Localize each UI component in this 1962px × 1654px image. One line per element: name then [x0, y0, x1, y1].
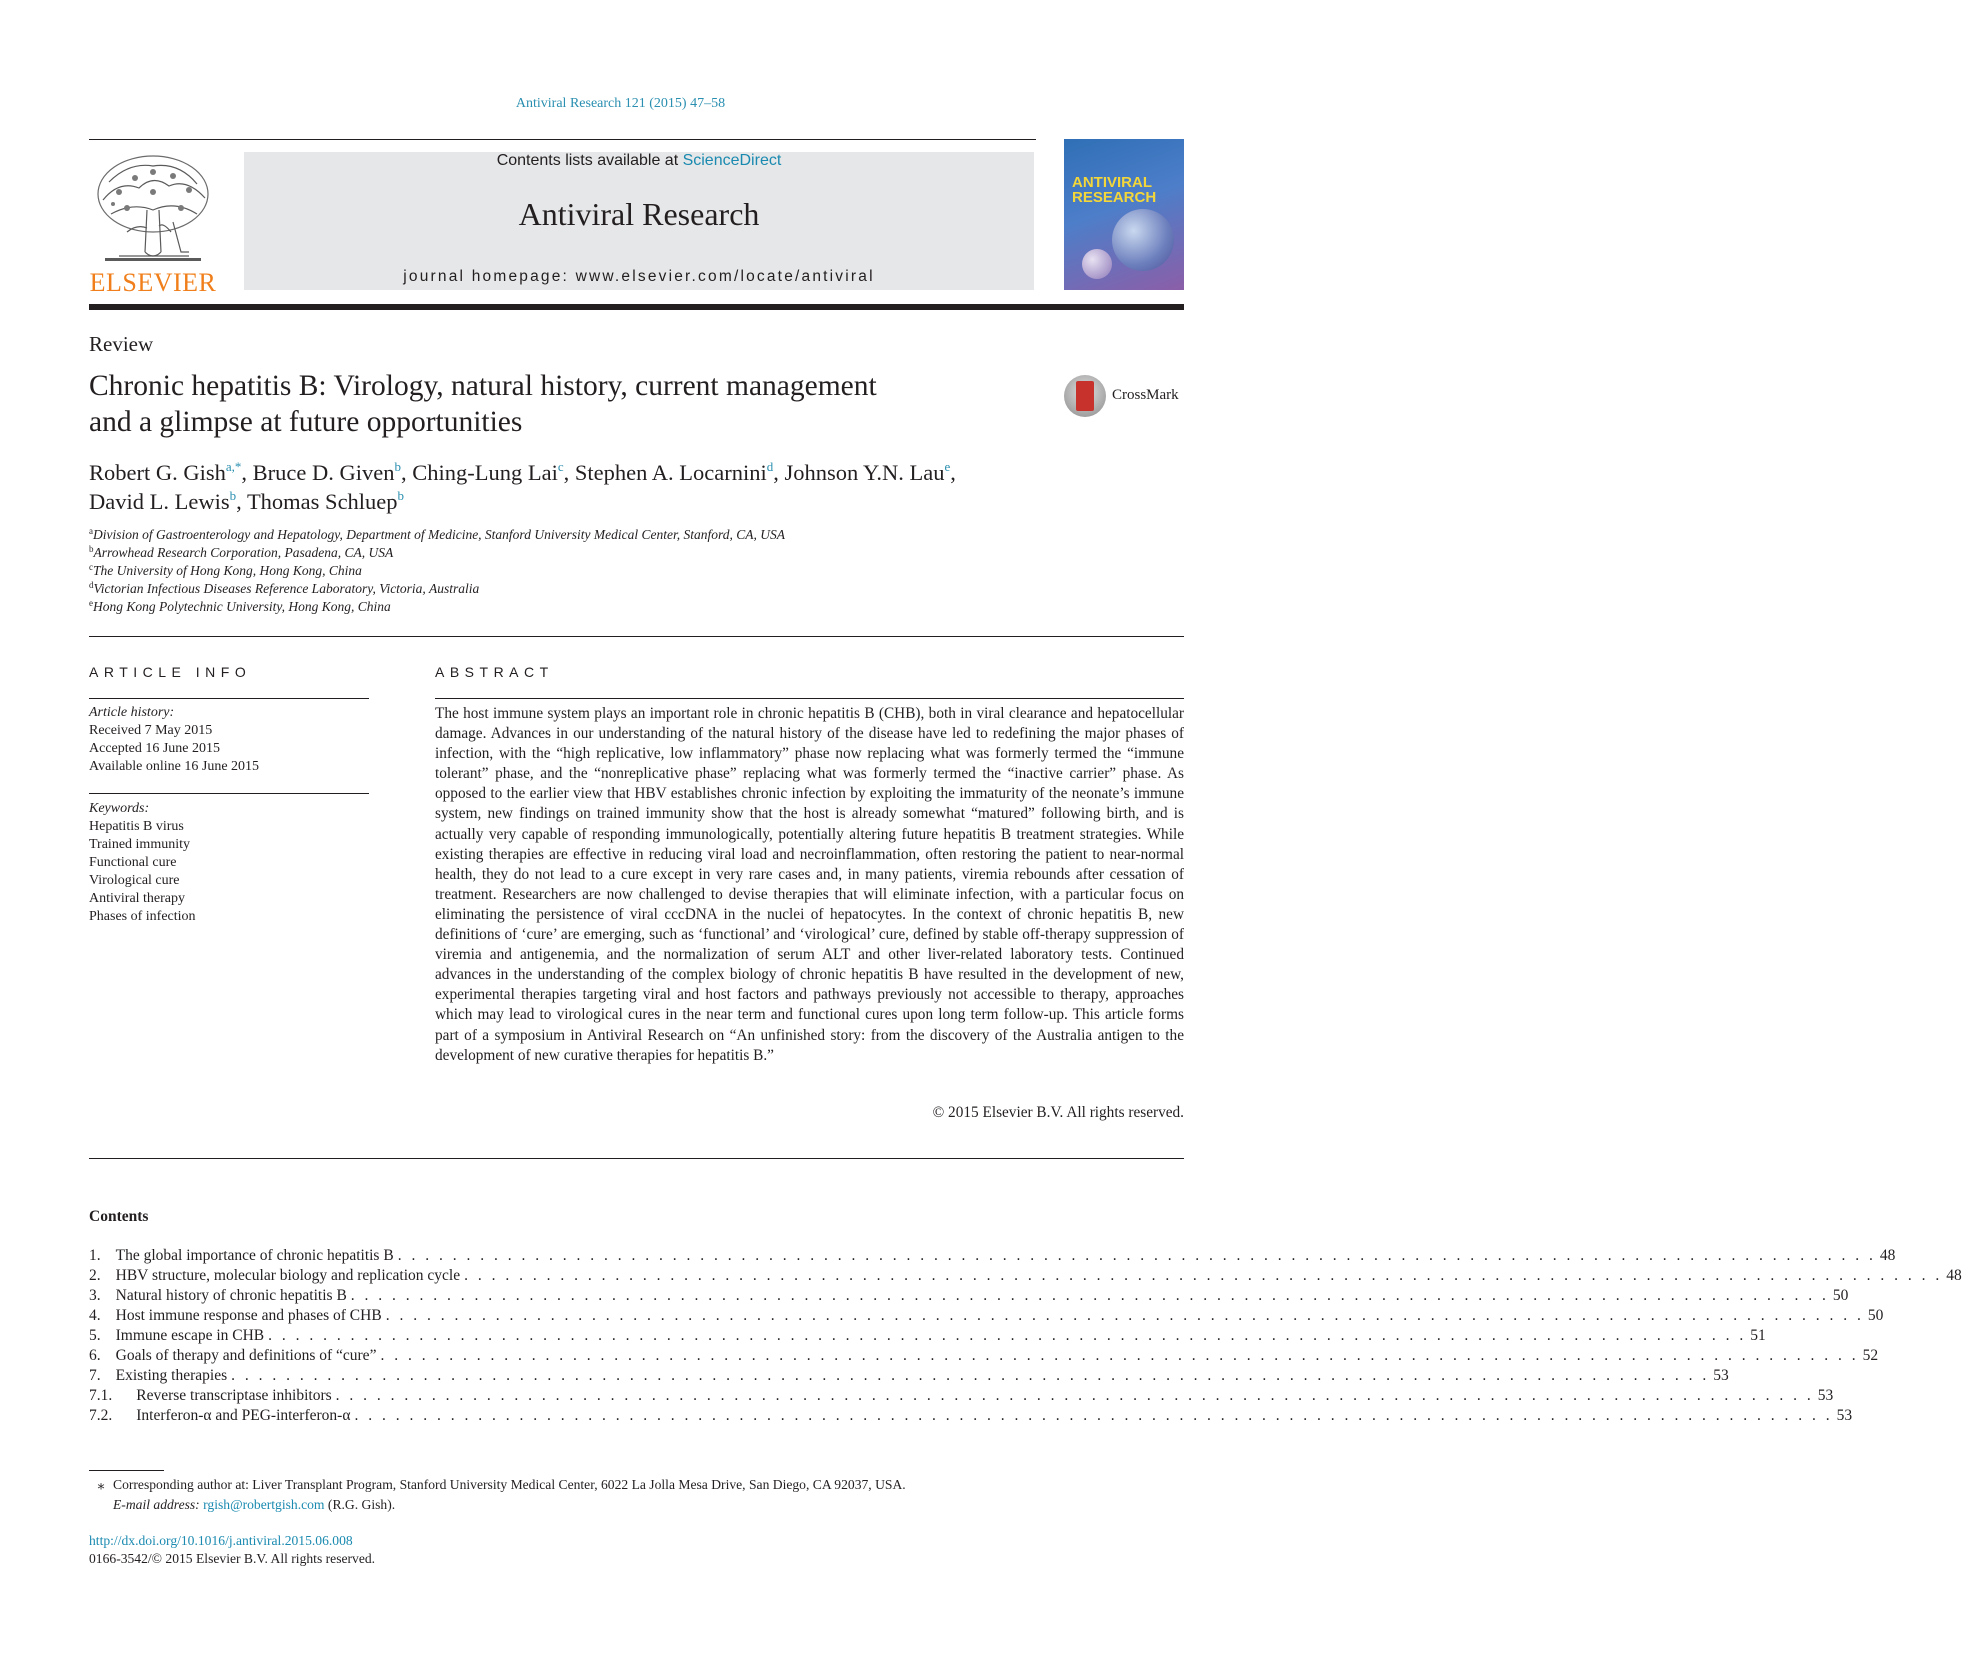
toc-number: 1.: [89, 1247, 101, 1264]
tree-icon: [89, 152, 217, 270]
elsevier-logo: [89, 152, 217, 297]
toc-number: 5.: [89, 1327, 101, 1344]
abstract-body: The host immune system plays an important role in chronic hepatitis B (CHB), both in viral clearance and hepatocellular damage. Advances in our understanding of the natural history of the disease have led to redefining the major phases of infection, with the “high replicative, low inflammatory” phase now replacing what was formerly termed the “immune tolerant” phase, and the “nonreplicative phase” replacing what was formerly termed the “inactive carrier” phase. As opposed to the earlier view that HBV establishes chronic infection by exploiting the immaturity of the neonate’s immune system, new findings on trained immunity show that the host is already somewhat “matured” following birth, and is actually very capable of responding immunologically, potentially altering future hepatitis B treatment strategies. While existing therapies are effective in reducing viral load and necroinflammation, often restoring the patient to near-normal health, they do not lead to a cure except in very rare cases and, in many patients, viremia rebounds after cessation of treatment. Researchers are now challenged to devise therapies that will eliminate infection, with a particular focus on eliminating the persistence of viral cccDNA in the nuclei of hepatocytes. In the context of chronic hepatitis B, new definitions of ‘cure’ are emerging, such as ‘functional’ and ‘virological’ cure, defined by stable off-therapy suppression of viremia and antigenemia, and the normalization of serum ALT and other liver-related laboratory tests. Continued advances in the understanding of the complex biology of chronic hepatitis B have resulted in the development of new, experimental therapies targeting viral and host factors and pathways previously not accessible to therapy, approaches which may lead to virological cures in the near term and functional cures upon long term follow-up. This article forms part of a symposium in Antiviral Research on “An unfinished story: from the discovery of the Australia antigen to the development of new curative therapies for hepatitis B.”: [435, 705, 1184, 1064]
toc-entry[interactable]: [89, 1287, 1849, 1307]
toc-label: Goals of therapy and definitions of “cure”: [115, 1347, 377, 1364]
contents-availability: [244, 152, 1034, 170]
keyword-item: Phases of infection: [89, 909, 196, 924]
affiliation-key: e: [89, 598, 93, 608]
footnote-line: [89, 1475, 1189, 1495]
toc-number: 7.2.: [89, 1407, 113, 1424]
author-separator: ,: [241, 460, 253, 485]
author-affiliation-marker[interactable]: b: [394, 459, 401, 474]
author-name[interactable]: David L. Lewis: [89, 489, 230, 514]
publisher-name: ELSEVIER: [89, 268, 217, 297]
article-title: [89, 368, 1009, 440]
toc-page: 48: [1879, 1247, 1896, 1264]
article-info-heading: ARTICLE INFO: [89, 664, 252, 680]
cover-title: ANTIVIRAL RESEARCH: [1072, 174, 1157, 206]
toc-leader: . . . . . . . . . . . . . . . . . . . . . . . . . . . . . . . . . . . . . . . . . . . . . . . . . . . . . . . . . . . . . . . . . . . . . . . . . . . . . . . . . . . . . . . . . . . . . . . . . . . . . . . . . . . .: [268, 1327, 1747, 1344]
affiliation-text: Arrowhead Research Corporation, Pasadena, CA, USA: [93, 545, 394, 560]
toc-page: 51: [1750, 1327, 1766, 1344]
toc-entry[interactable]: [89, 1387, 1834, 1407]
affiliation-key: b: [89, 544, 94, 554]
affiliation-key: d: [89, 580, 94, 590]
author-name[interactable]: Stephen A. Locarnini: [574, 460, 767, 485]
toc-number: 2.: [89, 1267, 101, 1284]
toc-entry[interactable]: [89, 1247, 1896, 1267]
doi-link[interactable]: http://dx.doi.org/10.1016/j.antiviral.2015.06.008: [89, 1533, 353, 1548]
section-rule: [89, 636, 1184, 637]
toc-label: Reverse transcriptase inhibitors: [136, 1387, 332, 1404]
toc-leader: . . . . . . . . . . . . . . . . . . . . . . . . . . . . . . . . . . . . . . . . . . . . . . . . . . . . . . . . . . . . . . . . . . . . . . . . . . . . . . . . . . . . . . . . . . . . . . . . . . . . . . . . . . . .: [380, 1347, 1859, 1364]
toc-entry[interactable]: [89, 1407, 1853, 1427]
corresponding-author-footnote: [89, 1475, 1189, 1515]
affiliation-item: [89, 562, 1189, 580]
toc-label: The global importance of chronic hepatitis B: [115, 1247, 394, 1264]
affiliation-key: c: [89, 562, 93, 572]
abstract-rule: [435, 698, 1184, 699]
article-info-rule: [89, 793, 369, 794]
toc-page: 52: [1862, 1347, 1879, 1364]
keywords-list: [89, 800, 369, 926]
author-separator: ,: [773, 460, 785, 485]
author-affiliation-marker[interactable]: d: [766, 459, 774, 474]
author-email-link[interactable]: rgish@robertgish.com: [203, 1497, 325, 1512]
accepted-date: Accepted 16 June 2015: [89, 741, 221, 756]
author-affiliation-marker[interactable]: a,*: [225, 459, 242, 474]
author-separator: ,: [236, 489, 247, 514]
journal-homepage[interactable]: journal homepage: www.elsevier.com/locate/antiviral: [403, 268, 875, 285]
corresponding-author-text: Corresponding author at: Liver Transplant Program, Stanford University Medical Center, 6022 La Jolla Mesa Drive, San Diego, CA 92037, USA.: [113, 1477, 906, 1492]
toc-leader: . . . . . . . . . . . . . . . . . . . . . . . . . . . . . . . . . . . . . . . . . . . . . . . . . . . . . . . . . . . . . . . . . . . . . . . . . . . . . . . . . . . . . . . . . . . . . . . . . . . . . . . . . . . .: [231, 1367, 1710, 1384]
toc-entry[interactable]: [89, 1307, 1884, 1327]
toc-leader: . . . . . . . . . . . . . . . . . . . . . . . . . . . . . . . . . . . . . . . . . . . . . . . . . . . . . . . . . . . . . . . . . . . . . . . . . . . . . . . . . . . . . . . . . . . . . . . . . . . . . . . . . . . .: [354, 1407, 1833, 1424]
article-history: [89, 704, 369, 776]
history-label: Article history:: [89, 705, 175, 720]
toc-leader: . . . . . . . . . . . . . . . . . . . . . . . . . . . . . . . . . . . . . . . . . . . . . . . . . . . . . . . . . . . . . . . . . . . . . . . . . . . . . . . . . . . . . . . . . . . . . . . . . . . . . . . . . . . .: [350, 1287, 1829, 1304]
contents-heading: Contents: [89, 1208, 149, 1225]
article-title-line: Chronic hepatitis B: Virology, natural history, current management: [89, 370, 877, 402]
affiliation-item: [89, 526, 1189, 544]
keyword-item: Antiviral therapy: [89, 891, 186, 906]
available-date: Available online 16 June 2015: [89, 759, 260, 774]
affiliation-key: a: [89, 526, 93, 536]
keyword-item: Functional cure: [89, 855, 177, 870]
keyword-item: Trained immunity: [89, 837, 190, 852]
toc-label: Immune escape in CHB: [115, 1327, 265, 1344]
toc-leader: . . . . . . . . . . . . . . . . . . . . . . . . . . . . . . . . . . . . . . . . . . . . . . . . . . . . . . . . . . . . . . . . . . . . . . . . . . . . . . . . . . . . . . . . . . . . . . . . . . . . . . . . . . . .: [335, 1387, 1814, 1404]
header-rule: [89, 139, 1036, 140]
affiliation-text: Victorian Infectious Diseases Reference Laboratory, Victoria, Australia: [93, 581, 480, 596]
abstract-copyright: © 2015 Elsevier B.V. All rights reserved.: [932, 1104, 1184, 1121]
article-type: Review: [89, 332, 154, 356]
virus-illustration: [1112, 209, 1174, 271]
toc-page: 53: [1836, 1407, 1853, 1424]
article-info-rule: [89, 698, 369, 699]
author-separator: ,: [563, 460, 575, 485]
toc-label: Existing therapies: [115, 1367, 228, 1384]
affiliation-list: [89, 526, 1189, 616]
email-suffix: (R.G. Gish).: [324, 1497, 396, 1512]
footnote-rule: [89, 1470, 164, 1471]
contents-prefix: Contents lists available at: [496, 152, 683, 169]
toc-label: Natural history of chronic hepatitis B: [115, 1287, 347, 1304]
toc-page: 53: [1713, 1367, 1729, 1384]
virus-illustration: [1082, 249, 1112, 279]
author-affiliation-marker[interactable]: e: [944, 459, 951, 474]
bookmark-icon: [1076, 381, 1094, 411]
toc-entry[interactable]: [89, 1347, 1879, 1367]
toc-number: 4.: [89, 1307, 101, 1324]
toc-entry[interactable]: [89, 1367, 1729, 1387]
author-name[interactable]: Robert G. Gish: [89, 460, 226, 485]
author-name[interactable]: Ching-Lung Lai: [412, 460, 558, 485]
toc-entry[interactable]: [89, 1267, 1962, 1287]
received-date: Received 7 May 2015: [89, 723, 213, 738]
abstract-heading: ABSTRACT: [435, 664, 554, 680]
crossmark-button[interactable]: [1064, 375, 1186, 421]
section-rule: [89, 1158, 1184, 1159]
toc-number: 7.: [89, 1367, 101, 1384]
email-label: E-mail address:: [113, 1497, 204, 1512]
doi-block: [89, 1532, 375, 1568]
toc-page: 53: [1817, 1387, 1834, 1404]
keyword-item: Hepatitis B virus: [89, 819, 184, 834]
toc-leader: . . . . . . . . . . . . . . . . . . . . . . . . . . . . . . . . . . . . . . . . . . . . . . . . . . . . . . . . . . . . . . . . . . . . . . . . . . . . . . . . . . . . . . . . . . . . . . . . . . . . . . . . . . . .: [464, 1267, 1943, 1284]
author-line: [89, 458, 1189, 487]
author-name[interactable]: Bruce D. Given: [252, 460, 395, 485]
affiliation-text: Hong Kong Polytechnic University, Hong Kong, China: [93, 599, 391, 614]
toc-label: Host immune response and phases of CHB: [115, 1307, 382, 1324]
affiliation-text: The University of Hong Kong, Hong Kong, China: [93, 563, 362, 578]
toc-label: Interferon-α and PEG-interferon-α: [136, 1407, 351, 1424]
asterisk-icon: ⁎: [97, 1477, 105, 1492]
footnote-line: [89, 1495, 1189, 1515]
toc-page: 50: [1832, 1287, 1849, 1304]
author-line: [89, 487, 1189, 516]
author-separator: ,: [950, 460, 956, 485]
keyword-item: Virological cure: [89, 873, 180, 888]
crossmark-label: CrossMark: [1112, 387, 1179, 403]
author-separator: ,: [401, 460, 413, 485]
author-affiliation-marker[interactable]: b: [397, 488, 405, 503]
author-list: [89, 458, 1189, 516]
article-title-line: and a glimpse at future opportunities: [89, 406, 523, 438]
toc-page: 50: [1867, 1307, 1884, 1324]
toc-number: 3.: [89, 1287, 101, 1304]
journal-title: Antiviral Research: [518, 196, 760, 232]
sciencedirect-link[interactable]: ScienceDirect: [682, 152, 782, 169]
journal-cover-image[interactable]: [1064, 139, 1184, 290]
author-affiliation-marker[interactable]: b: [229, 488, 237, 503]
author-affiliation-marker[interactable]: c: [557, 459, 564, 474]
toc-entry[interactable]: [89, 1327, 1766, 1347]
header-thick-rule: [89, 304, 1184, 310]
toc-label: HBV structure, molecular biology and replication cycle: [115, 1267, 461, 1284]
toc-page: 48: [1946, 1267, 1962, 1284]
affiliation-text: Division of Gastroenterology and Hepatology, Department of Medicine, Stanford University Medical Center, Stanford, CA, USA: [93, 527, 786, 542]
toc-number: 7.1.: [89, 1387, 113, 1404]
toc-leader: . . . . . . . . . . . . . . . . . . . . . . . . . . . . . . . . . . . . . . . . . . . . . . . . . . . . . . . . . . . . . . . . . . . . . . . . . . . . . . . . . . . . . . . . . . . . . . . . . . . . . . . . . . . .: [385, 1307, 1864, 1324]
author-name[interactable]: Johnson Y.N. Lau: [784, 460, 945, 485]
affiliation-item: [89, 580, 1189, 598]
affiliation-item: [89, 544, 1189, 562]
author-name[interactable]: Thomas Schluep: [246, 489, 398, 514]
issn-copyright: 0166-3542/© 2015 Elsevier B.V. All rights reserved.: [89, 1551, 376, 1566]
toc-leader: . . . . . . . . . . . . . . . . . . . . . . . . . . . . . . . . . . . . . . . . . . . . . . . . . . . . . . . . . . . . . . . . . . . . . . . . . . . . . . . . . . . . . . . . . . . . . . . . . . . . . . . . . . . .: [397, 1247, 1876, 1264]
journal-citation[interactable]: Antiviral Research 121 (2015) 47–58: [515, 96, 726, 111]
toc-number: 6.: [89, 1347, 101, 1364]
affiliation-item: [89, 598, 1189, 616]
keywords-label: Keywords:: [89, 801, 150, 816]
table-of-contents: [89, 1247, 1962, 1427]
